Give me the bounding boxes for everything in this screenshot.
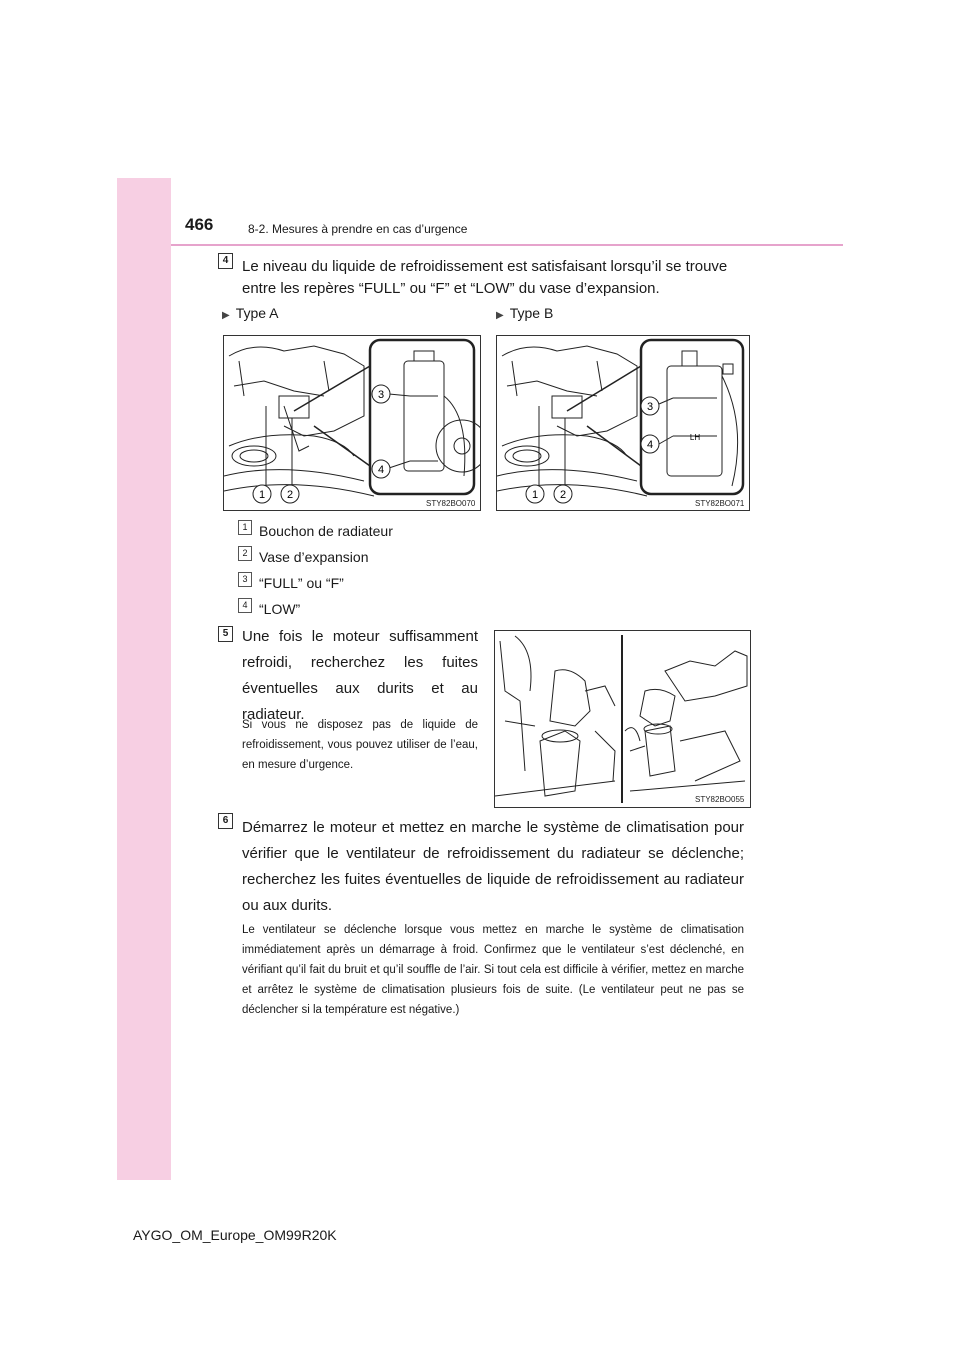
legend-number-2: 2 xyxy=(238,546,252,561)
type-a-label xyxy=(222,305,279,321)
step-6-marker: 6 xyxy=(218,813,233,829)
header-divider xyxy=(171,244,843,246)
step-6-text: Démarrez le moteur et mettez en marche le système de climatisation pour vérifier que le ventilateur de refroidissement du radiateur se déclenche; recherchez les fuites éventuelles de liquide de refroidissement au radiateur ou aux durits. xyxy=(242,819,744,914)
legend-label-3: “FULL” ou “F” xyxy=(259,575,344,591)
side-tab-strip xyxy=(117,178,171,1180)
callout-1: 1 xyxy=(531,489,539,501)
type-b-text: Type B xyxy=(509,305,554,321)
figure-code-leak: STY82BO055 xyxy=(695,795,745,804)
type-a-text: Type A xyxy=(235,305,279,321)
triangle-bullet-icon: ▶ xyxy=(222,310,230,321)
callout-3: 3 xyxy=(377,389,385,401)
legend-label-2: Vase d’expansion xyxy=(259,549,369,565)
legend-number-1: 1 xyxy=(238,520,252,535)
callout-4: 4 xyxy=(377,464,385,476)
callout-2: 2 xyxy=(559,489,567,501)
section-title: 8-2. Mesures à prendre en cas d’urgence xyxy=(248,222,468,236)
figure-leak-check xyxy=(494,630,751,808)
legend-label-4: “LOW” xyxy=(259,601,301,617)
legend-number-4: 4 xyxy=(238,598,252,613)
engine-bay-illustration-b xyxy=(497,336,749,510)
tank-mark-text: LH xyxy=(689,433,701,442)
radiator-refill-illustration xyxy=(495,631,750,807)
callout-3: 3 xyxy=(646,401,654,413)
step-5-text: Une fois le moteur suffisamment refroidi, recherchez les fuites éventuelles aux durits et au radiateur. xyxy=(242,628,478,723)
type-b-label xyxy=(496,305,553,321)
figure-code-a: STY82BO070 xyxy=(426,499,476,508)
step-5-marker: 5 xyxy=(218,626,233,642)
engine-bay-illustration-a xyxy=(224,336,480,510)
step-4-text-line2: entre les repères “FULL” ou “F” et “LOW” du vase d’expansion. xyxy=(242,280,660,297)
footer-document-code: AYGO_OM_Europe_OM99R20K xyxy=(133,1227,337,1243)
figure-code-b: STY82BO071 xyxy=(695,499,745,508)
figure-type-a xyxy=(223,335,481,511)
page-number: 466 xyxy=(185,215,214,234)
callout-1: 1 xyxy=(258,489,266,501)
legend-number-3: 3 xyxy=(238,572,252,587)
figure-type-b xyxy=(496,335,750,511)
step-4-text-line1: Le niveau du liquide de refroidissement est satisfaisant lorsqu’il se trouve xyxy=(242,258,728,275)
legend-label-1: Bouchon de radiateur xyxy=(259,523,393,539)
step-6-note: Le ventilateur se déclenche lorsque vous mettez en marche le système de climatisation immédiatement après un démarrage à froid. Confirmez que le ventilateur s’est déclenché, en vérifiant qu’il fait du bruit et qu’il souffle de l’air. Si tout cela est difficile à vérifier, mettez en marche et arrêtez le système de climatisation plusieurs fois de suite. (Le ventilateur peut ne pas se déclencher si la température est négative.) xyxy=(242,924,744,1016)
step-4-marker: 4 xyxy=(218,253,233,269)
callout-4: 4 xyxy=(646,439,654,451)
triangle-bullet-icon: ▶ xyxy=(496,310,504,321)
step-5-note: Si vous ne disposez pas de liquide de refroidissement, vous pouvez utiliser de l’eau, en mesure d’urgence. xyxy=(242,719,478,771)
callout-2: 2 xyxy=(286,489,294,501)
